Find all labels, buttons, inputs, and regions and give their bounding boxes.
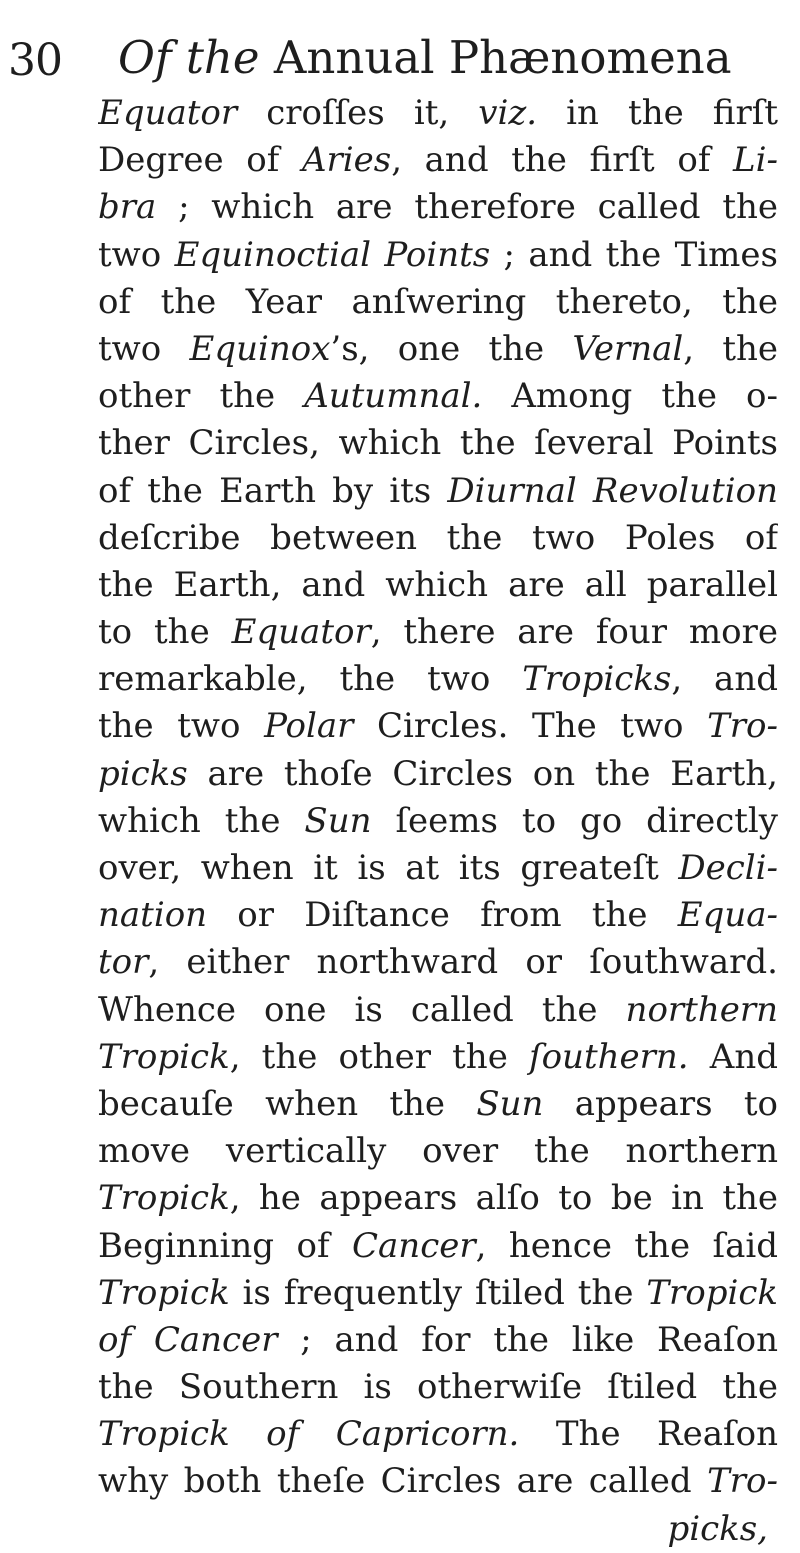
text-span: The Reaſon <box>519 1414 778 1455</box>
text-line <box>98 468 778 515</box>
text-span: , he appears alſo to be in the <box>229 1178 778 1219</box>
text-span: And <box>688 1036 778 1077</box>
text-span: Beginning of <box>98 1225 353 1266</box>
text-span: croſſes it, <box>237 93 479 133</box>
running-head-italic: Of the <box>118 31 260 84</box>
text-line <box>98 703 778 750</box>
text-span: ſeems to go directly <box>371 800 778 841</box>
italic-span: Diurnal Revolution <box>447 470 778 511</box>
text-line <box>98 1458 778 1505</box>
text-span: two <box>98 328 190 369</box>
text-span: , the <box>683 328 778 369</box>
italic-span: nation <box>98 895 208 936</box>
text-span: of the Earth by its <box>98 470 448 511</box>
text-span: ; and the Times <box>490 234 778 275</box>
italic-span: of Cancer <box>98 1319 278 1360</box>
text-span: other the <box>98 376 305 417</box>
catchword <box>98 1506 778 1553</box>
text-line <box>98 609 778 656</box>
text-span: why both theſe Circles are called <box>98 1461 708 1502</box>
text-line <box>98 326 778 373</box>
text-span: becauſe when the <box>98 1083 477 1124</box>
text-span: of the Year anſwering thereto, the <box>98 281 778 322</box>
italic-span: Sun <box>304 800 372 841</box>
italic-span: Equator <box>231 612 371 653</box>
italic-span: Tropick <box>646 1272 778 1313</box>
italic-span: Tropicks <box>522 659 672 700</box>
text-line <box>98 987 778 1034</box>
text-line <box>98 1128 778 1175</box>
text-line <box>98 1364 778 1411</box>
text-span: is frequently ſtiled the <box>229 1272 647 1313</box>
body-text <box>98 90 778 1553</box>
text-span: , and the firſt of <box>391 140 734 181</box>
italic-span: Equator <box>98 93 238 133</box>
italic-span: northern <box>625 989 778 1030</box>
text-line <box>98 1034 778 1081</box>
italic-span: Tropick of Capricorn. <box>98 1414 520 1455</box>
text-line <box>98 1411 778 1458</box>
text-span: to the <box>98 612 232 653</box>
italic-span: Polar <box>264 706 354 747</box>
text-line <box>98 184 778 231</box>
italic-span: Equa- <box>677 895 778 936</box>
text-line <box>98 1270 778 1317</box>
italic-span: Autumnal. <box>304 376 483 417</box>
text-line <box>98 845 778 892</box>
text-span: ’s, one the <box>330 328 573 369</box>
italic-span: Li- <box>733 140 778 181</box>
italic-span: Tro- <box>707 706 778 747</box>
text-span: or Diſtance from the <box>207 895 678 936</box>
italic-span: Sun <box>476 1083 544 1124</box>
italic-span: ſouthern. <box>529 1036 689 1077</box>
text-line <box>98 515 778 562</box>
italic-span: Equinoctial Points <box>174 234 491 275</box>
text-span: ; and for the like Reaſon <box>277 1319 778 1360</box>
text-line <box>98 1175 778 1222</box>
catchword-text: picks, <box>667 1508 768 1549</box>
italic-span: viz. <box>478 93 538 133</box>
italic-span: tor <box>98 942 149 983</box>
italic-span: Tropick <box>98 1178 230 1219</box>
text-line <box>98 562 778 609</box>
text-span: , the other the <box>229 1036 529 1077</box>
text-span: over, when it is at its greateſt <box>98 848 679 888</box>
text-span: , hence the ſaid <box>475 1225 778 1266</box>
italic-span: Equinox <box>189 328 331 369</box>
text-span: Whence one is called the <box>98 989 626 1030</box>
text-line <box>98 373 778 420</box>
text-span: deſcribe between the two Poles of <box>98 517 778 558</box>
text-span: appears to <box>543 1083 778 1124</box>
text-span: , and <box>671 659 778 700</box>
italic-span: Tropick <box>98 1036 230 1077</box>
text-span: , there are four more <box>370 612 778 653</box>
text-span: are thoſe Circles on the Earth, <box>187 753 778 794</box>
text-span: , either northward or ſouthward. <box>148 942 778 983</box>
text-line <box>98 1081 778 1128</box>
text-line <box>98 279 778 326</box>
text-line <box>98 137 778 184</box>
text-line <box>98 798 778 845</box>
italic-span: Tropick <box>98 1272 230 1313</box>
page-number: 30 <box>8 35 62 86</box>
italic-span: Decli- <box>678 848 778 888</box>
text-line <box>98 232 778 279</box>
text-line <box>98 656 778 703</box>
text-span: ; which are therefore called the <box>156 187 778 228</box>
text-span: in the firſt <box>537 93 778 133</box>
running-head-roman: Annual Phænomena <box>273 31 732 84</box>
italic-span: Tro- <box>707 1461 778 1502</box>
text-line <box>98 1223 778 1270</box>
text-span: two <box>98 234 175 275</box>
text-line <box>98 939 778 986</box>
text-line <box>98 90 778 137</box>
italic-span: bra <box>98 187 157 228</box>
text-span: ther Circles, which the ſeveral Points <box>98 423 778 464</box>
text-span: the Earth, and which are all parallel <box>98 564 778 605</box>
italic-span: Cancer <box>352 1225 476 1266</box>
text-span: Circles. The two <box>353 706 708 747</box>
italic-span: picks <box>98 753 188 794</box>
text-span: the two <box>98 706 265 747</box>
text-span: move vertically over the northern <box>98 1131 778 1172</box>
text-span: Among the o- <box>482 376 778 417</box>
text-line <box>98 420 778 467</box>
text-span: which the <box>98 800 305 841</box>
text-line <box>98 892 778 939</box>
text-span: remarkable, the two <box>98 659 523 700</box>
text-line <box>98 1317 778 1364</box>
italic-span: Vernal <box>572 328 684 369</box>
text-line <box>98 751 778 798</box>
text-span: the Southern is otherwiſe ſtiled the <box>98 1367 778 1408</box>
running-head <box>118 30 732 86</box>
text-span: Degree of <box>98 140 302 181</box>
italic-span: Aries <box>301 140 392 181</box>
